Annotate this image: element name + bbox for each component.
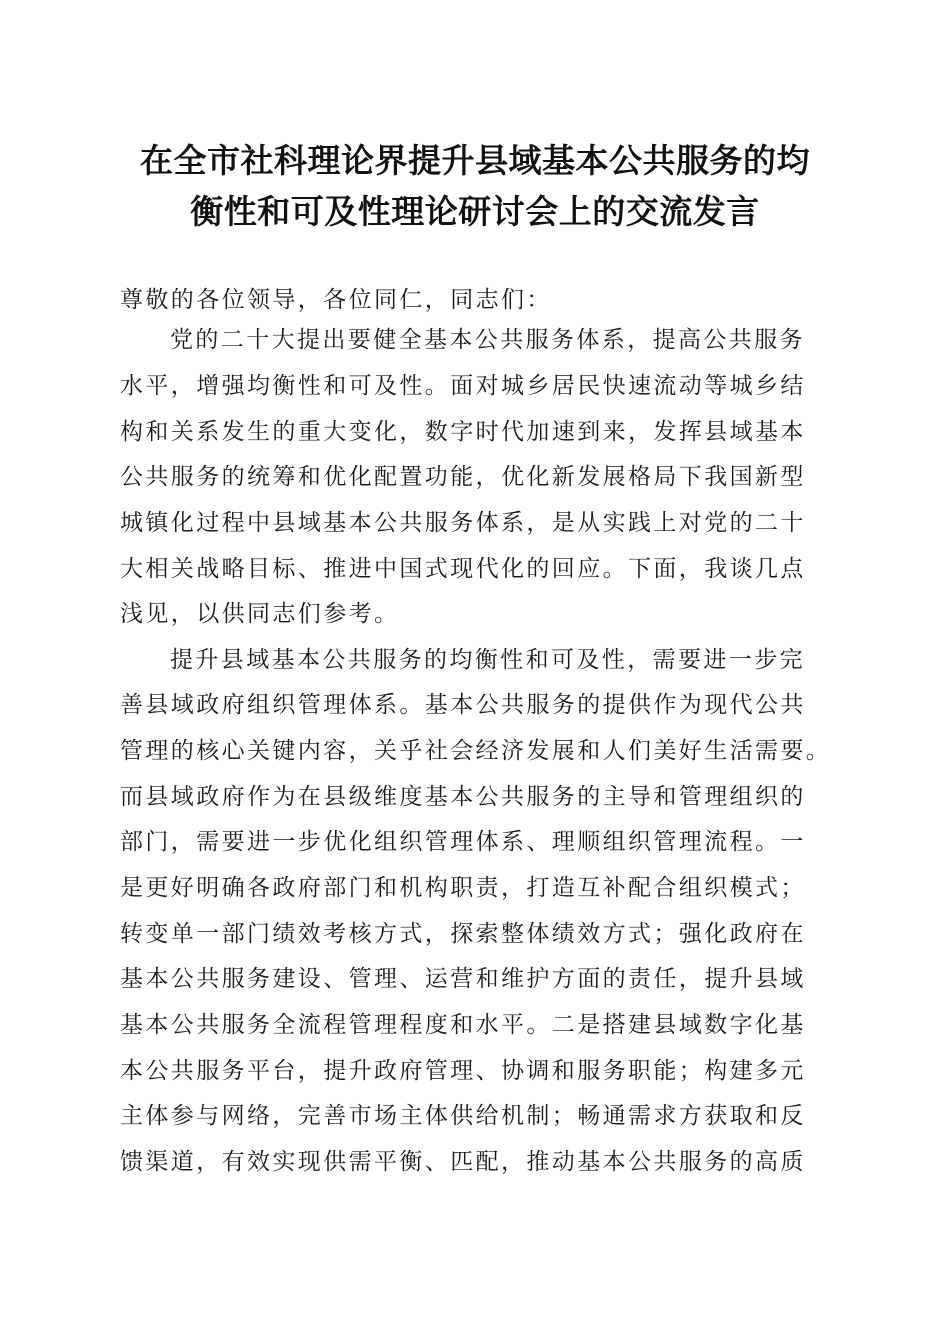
title-line-1: 在全市社科理论界提升县域基本公共服务的均 [140, 141, 810, 180]
paragraph-line: 基本公共服务全流程管理程度和水平。二是搭建县域数字化基 [120, 1012, 806, 1038]
paragraph-line: 提升县域基本公共服务的均衡性和可及性，需要进一步完 [170, 647, 805, 673]
paragraph-line: 基本公共服务建设、管理、运营和维护方面的责任，提升县域 [120, 966, 806, 992]
paragraph-line: 馈渠道，有效实现供需平衡、匹配，推动基本公共服务的高质 [120, 1149, 806, 1175]
title-line-2: 衡性和可及性理论研讨会上的交流发言 [190, 192, 760, 231]
paragraph-line: 浅见，以供同志们参考。 [120, 601, 400, 627]
paragraph-line: 而县域政府作为在县级维度基本公共服务的主导和管理组织的 [120, 784, 806, 810]
paragraph-line: 党的二十大提出要健全基本公共服务体系，提高公共服务 [170, 327, 805, 353]
paragraph-line: 主体参与网络，完善市场主体供给机制；畅通需求方获取和反 [120, 1103, 806, 1129]
paragraph-line: 城镇化过程中县域基本公共服务体系，是从实践上对党的二十 [120, 510, 806, 536]
document-title [100, 135, 850, 237]
paragraph-line: 构和关系发生的重大变化，数字时代加速到来，发挥县域基本 [120, 419, 806, 445]
paragraph-line: 部门，需要进一步优化组织管理体系、理顺组织管理流程。一 [120, 829, 806, 855]
paragraph-line: 管理的核心关键内容，关乎社会经济发展和人们美好生活需要。 [120, 738, 832, 764]
paragraph-line: 本公共服务平台，提升政府管理、协调和服务职能；构建多元 [120, 1058, 806, 1084]
paragraph-line: 转变单一部门绩效考核方式，探索整体绩效方式；强化政府在 [120, 921, 806, 947]
paragraph-line: 水平，增强均衡性和可及性。面对城乡居民快速流动等城乡结 [120, 373, 806, 399]
paragraph-line: 公共服务的统筹和优化配置功能，优化新发展格局下我国新型 [120, 464, 806, 490]
paragraph-line: 大相关战略目标、推进中国式现代化的回应。下面，我谈几点 [120, 556, 806, 582]
salutation: 尊敬的各位领导，各位同仁，同志们： [120, 287, 552, 313]
paragraph-line: 是更好明确各政府部门和机构职责，打造互补配合组织模式； [120, 875, 806, 901]
paragraph-line: 善县域政府组织管理体系。基本公共服务的提供作为现代公共 [120, 692, 806, 718]
